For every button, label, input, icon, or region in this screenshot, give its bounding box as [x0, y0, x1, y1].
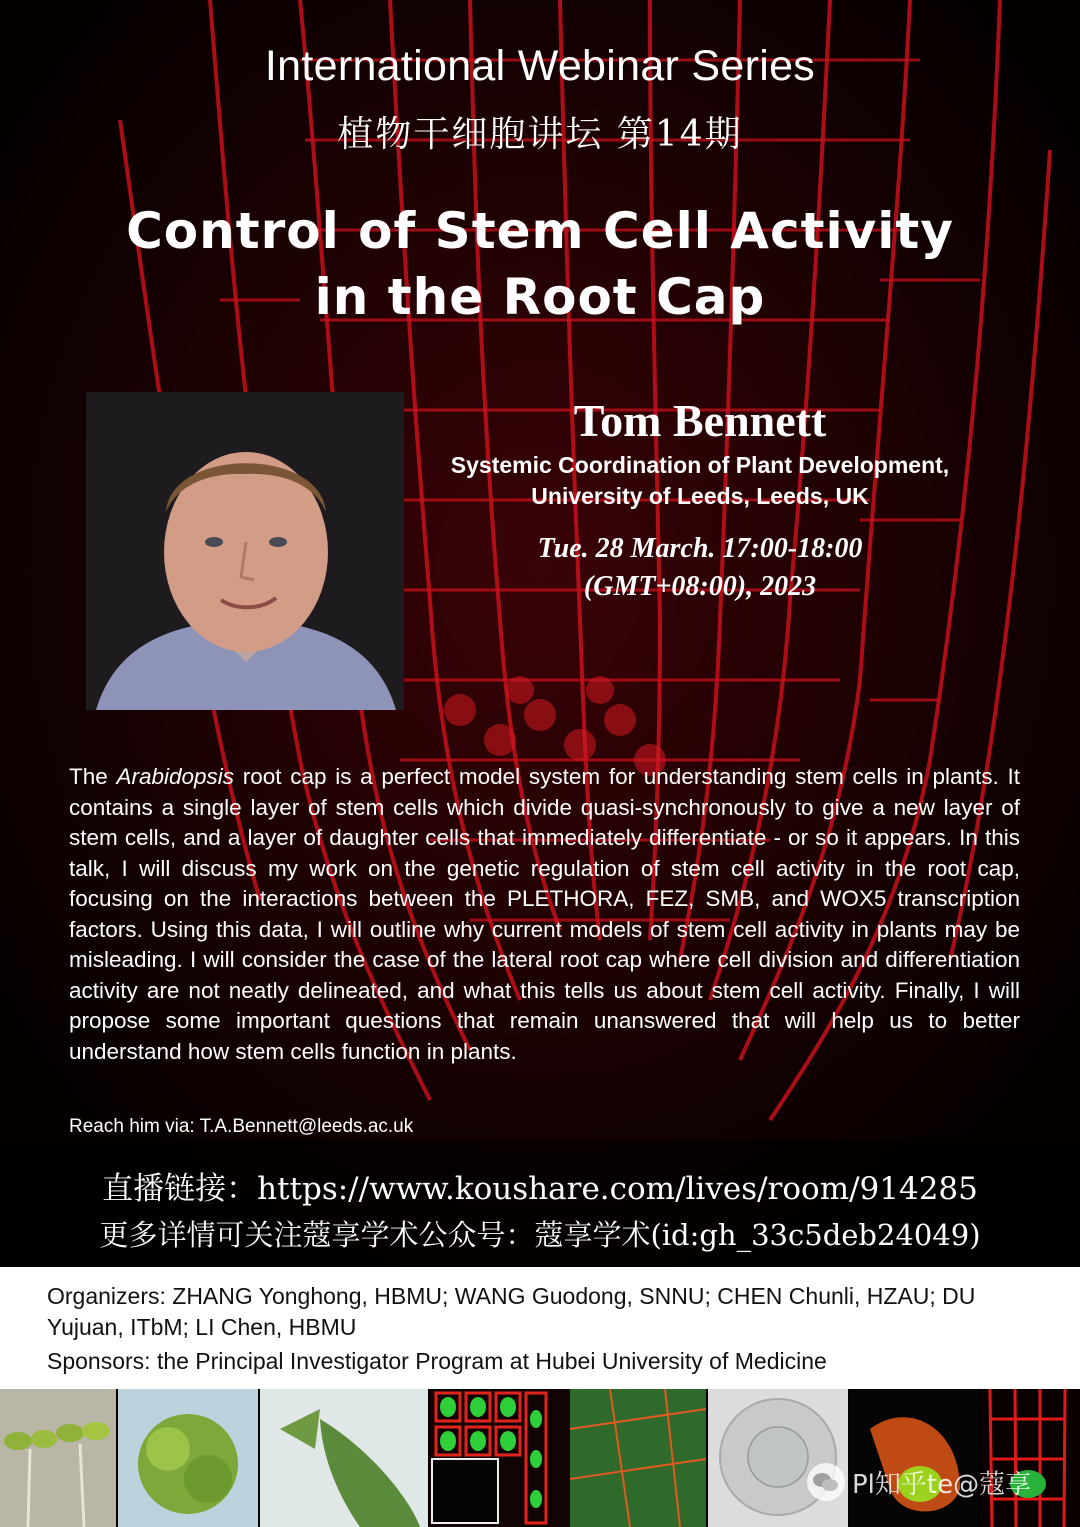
speaker-name: Tom Bennett — [573, 395, 827, 446]
moss-image — [118, 1389, 258, 1527]
image-strip — [0, 1389, 1080, 1527]
affiliation-line2: University of Leeds, Leeds, UK — [531, 483, 869, 509]
speaker-affiliation — [400, 450, 1000, 512]
root-tip-red-image — [980, 1389, 1080, 1527]
talk-title-line2: in the Root Cap — [314, 268, 766, 326]
affiliation-line1: Systemic Coordination of Plant Development, — [450, 452, 950, 478]
wechat-icon — [806, 1462, 846, 1502]
abstract-body: root cap is a perfect model system for understanding stem cells in plants. It contains a single layer of stem cells which divide quasi-synchronously to give a new layer of stem cells, and a layer of daughter cells that immediately differentiate - or so it appears. In this talk, I will discuss my work on the genetic regulation of stem cell activity in the root cap, focusing on the interactions between the PLETHORA, FEZ, SMB, and WOX5 transcription factors. Using this data, I will outline why current models of stem cell activity in plants may be misleading. I will consider the case of the lateral root cap where cell division and differentiation activity are not neatly delineated, and what this tells us about stem cell activity. Finally, I will propose some important questions that remain unanswered that will help us to better understand how stem cells function in plants. — [69, 764, 1020, 1064]
root-cross-section-image — [708, 1389, 848, 1527]
date-line1: Tue. 28 March. 17:00-18:00 — [537, 533, 863, 564]
sponsors: Sponsors: the Principal Investigator Program at Hubei University of Medicine — [47, 1348, 827, 1374]
footer — [0, 1267, 1080, 1389]
date-line2: (GMT+08:00), 2023 — [583, 571, 817, 602]
series-title: International Webinar Series — [264, 42, 816, 90]
seedlings-image — [0, 1389, 116, 1527]
leaf-image — [260, 1389, 428, 1527]
abstract-italic-species: Arabidopsis — [116, 764, 235, 789]
webinar-datetime — [400, 530, 1000, 606]
speaker-photo — [86, 392, 404, 710]
root-tip-gfp-image — [850, 1389, 978, 1527]
series-issue-cn: 植物干细胞讲坛 第14期 — [337, 114, 743, 155]
contact-email[interactable]: Reach him via: T.A.Bennett@leeds.ac.uk — [69, 1116, 414, 1137]
watermark-text: Pl知乎te@蔻享 — [852, 1469, 1032, 1500]
watermark — [806, 1462, 1031, 1502]
talk-title — [0, 198, 1080, 330]
speaker-portrait-image — [86, 392, 404, 710]
more-info-account: 更多详情可关注蔻享学术公众号：蔻享学术(id:gh_33c5deb24049) — [99, 1218, 981, 1252]
root-cells-fluorescence-image — [430, 1389, 706, 1527]
abstract-lead: The — [69, 764, 117, 789]
talk-title-line1: Control of Stem Cell Activity — [126, 202, 954, 260]
live-stream-link[interactable]: 直播链接：https://www.koushare.com/lives/room/914285 — [102, 1171, 978, 1207]
abstract-text — [69, 762, 1020, 1067]
organizers: Organizers: ZHANG Yonghong, HBMU; WANG Guodong, SNNU; CHEN Chunli, HZAU; DU Yujuan, ITbM; LI Chen, HBMU — [47, 1283, 976, 1340]
